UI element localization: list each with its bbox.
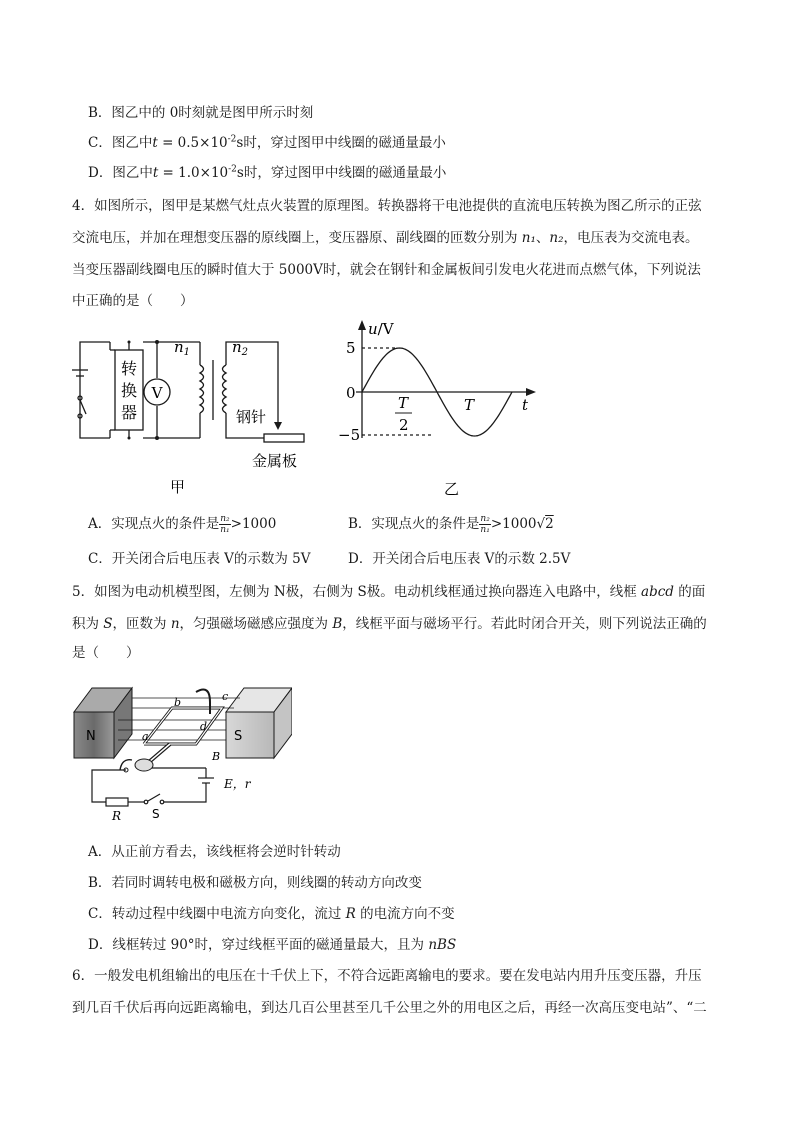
q5-stem-line1 [72,582,705,602]
q5-c-r: R [345,906,356,922]
sqrt-sign: √ [536,516,546,532]
q4-l2-post: ，电压表为交流电表。 [563,230,699,246]
yi-tick-0: 0 [346,384,356,402]
q3-option-b: B．图乙中的 0时刻就是图甲所示时刻 [88,105,314,121]
q5-option-d [88,935,456,955]
q4-b-post: >1000 [490,516,537,532]
q5-stem-line3: 是（ ） [72,645,140,661]
fig-yi-caption: 乙 [444,480,460,498]
yi-xlabel: t [522,396,529,414]
yi-tick-neg5: −5 [338,426,361,444]
q5-d-nbs: nBS [428,937,457,953]
coil-b-label: b [174,696,182,709]
q4-figure-jia [60,320,340,500]
q4-l2-pre: 交流电压，并加在理想变压器的原线圈上，变压器原、副线圈的匝数分别为 [72,230,522,246]
emf-label: E，r [224,777,251,791]
s-pole-label: S [234,729,243,744]
q3-c-mid: = 0.5×10 [157,135,228,151]
q5-option-c [88,904,455,924]
q5-stem-line2 [72,614,707,634]
coil-c-label: c [222,690,229,703]
q5-b: B [332,616,343,632]
converter-char-1: 转 [120,359,138,378]
q3-d-post: s时，穿过图甲中线圈的磁通量最小 [236,165,447,181]
q3-c-post: s时，穿过图甲中线圈的磁通量最小 [236,135,446,151]
q4-stem-line2 [72,228,699,248]
q5-l1-pre: 5．如图为电动机模型图，左侧为 N极，右侧为 S极。电动机线框通过换向器连入电路中，线框 [72,584,642,600]
coil-a-label: a [142,730,149,743]
q6-stem-line1: 6．一般发电机组输出的电压在十千伏上下，不符合远距离输电的要求。要在发电站内用升压变压器，升压 [72,968,702,984]
q3-d-exp: -2 [228,164,237,175]
q4-n1: n₁ [521,230,536,246]
q5-l2-b: ，匀强磁场磁感应强度为 [179,616,333,632]
q4-b-sqrt: 2 [545,516,554,532]
q3-c-pre: C．图乙中 [88,135,153,151]
yi-t-full: T [464,396,475,414]
q4-a-pre: A．实现点火的条件是 [88,516,220,532]
q5-option-b: B．若同时调转电极和磁极方向，则线圈的转动方向改变 [88,875,422,891]
q4-option-a [88,514,276,535]
q4-a-post: >1000 [230,516,277,532]
n2-label: $n_2$ [232,338,249,358]
q3-c-exp: -2 [227,134,237,145]
q4-option-c: C．开关闭合后电压表 V的示数为 5V [88,551,311,567]
q4-figure-yi [336,318,546,503]
q5-motor-figure [72,672,292,824]
q3-option-c [88,133,446,153]
q4-a-frac [219,514,230,535]
q4-b-den: n₁ [480,525,490,535]
q3-c-var: t [152,135,158,151]
voltmeter-label: V [151,384,163,402]
q4-stem-line4: 中正确的是（ ） [72,293,194,309]
q4-sep: 、 [535,230,550,246]
yi-tick-5: 5 [346,339,356,357]
q5-l2-a: ，匝数为 [112,616,171,632]
q5-c-post: 的电流方向不变 [355,906,455,922]
switch-label: S [152,807,160,821]
n1-label: $n_1$ [174,338,191,358]
converter-char-2: 换 [120,381,138,400]
plate-label: 金属板 [252,452,298,470]
coil-d-label: d [200,720,208,733]
q4-b-num: n₂ [480,514,490,524]
fig-jia-caption: 甲 [170,478,186,496]
q5-c-pre: C．转动过程中线圈中电流方向变化，流过 [88,906,346,922]
q5-d-pre: D．线框转过 90°时，穿过线框平面的磁通量最大，且为 [88,937,429,953]
q5-l2-pre: 积为 [72,616,104,632]
n-pole-label: N [86,729,96,744]
converter-char-3: 器 [120,403,138,422]
q4-stem-line3: 当变压器副线圈电压的瞬时值大于 5000V时，就会在钢针和金属板间引发电火花进而点燃气体，下列说法 [72,262,701,278]
yi-t-half-den: 2 [399,416,409,434]
q4-b-frac [479,514,490,535]
yi-t-half-num: T [398,394,409,412]
q6-stem-line2: 到几百千伏后再向远距离输电，到达几百公里甚至几千公里之外的用电区之后，再经一次高压变电站”、“二 [72,1000,707,1016]
q3-option-d [88,163,446,183]
q5-l2-post: ，线框平面与磁场平行。若此时闭合开关，则下列说法正确的 [342,616,707,632]
q4-option-d: D．开关闭合后电压表 V的示数 2.5V [348,551,571,567]
q3-d-mid: = 1.0×10 [158,165,229,181]
q5-option-a: A．从正前方看去，该线框将会逆时针转动 [88,844,341,860]
resistor-label: R [112,809,122,823]
q4-stem-line1: 4．如图所示，图甲是某燃气灶点火装置的原理图。转换器将干电池提供的直流电压转换为图乙所示的正弦 [72,198,702,214]
q5-n: n [170,616,180,632]
q3-d-pre: D．图乙中 [88,165,153,181]
q4-a-num: n₂ [220,514,230,524]
q4-b-pre: B．实现点火的条件是 [348,516,480,532]
needle-label: 钢针 [236,408,267,426]
q5-l1-post: 的面 [673,584,706,600]
q4-n2: n₂ [549,230,564,246]
q5-s: S [103,616,113,632]
q5-abcd: abcd [641,584,674,600]
brush-b-label: B [212,750,221,763]
yi-ylabel: u/V [368,320,394,338]
q4-option-b [348,514,554,535]
q3-d-var: t [152,165,159,181]
q4-a-den: n₁ [220,525,230,535]
